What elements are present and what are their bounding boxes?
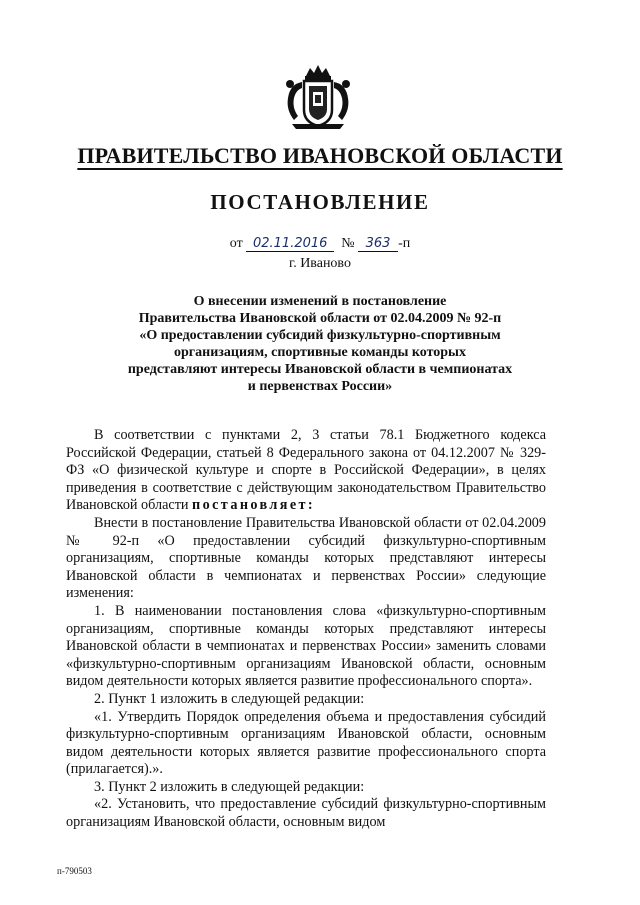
document-code: п-790503 (57, 866, 92, 876)
government-title: ПРАВИТЕЛЬСТВО ИВАНОВСКОЙ ОБЛАСТИ (77, 143, 563, 168)
number-sign: № (341, 236, 355, 251)
number-value: 363 (358, 236, 398, 252)
document-subject (90, 293, 550, 395)
decree-word: постановляет: (192, 497, 316, 514)
coat-of-arms-icon (268, 62, 368, 132)
body-paragraph (66, 427, 546, 515)
body-paragraph: 1. В наименовании постановления слова «физкультурно-спортивным организациям, спортивные команды которых представляют интересы Ивановской области в чемпионатах и первенствах России» заменить словами «физкультурно-спортивным организациям Ивановской области, основным видом деятельности которых является развитие профессионального спорта». (66, 602, 546, 690)
subject-line: и первенствах России» (247, 379, 393, 394)
document-type-title: ПОСТАНОВЛЕНИЕ (210, 190, 430, 214)
subject-line: организациям, спортивные команды которых (174, 345, 466, 360)
body-paragraph: 3. Пункт 2 изложить в следующей редакции: (94, 778, 365, 795)
body-paragraph: «1. Утвердить Порядок определения объема и предоставления субсидий физкультурно-спортивным организациям Ивановской области, основным видом деятельности которых является развитие профессионального спорта (прилагается).». (66, 708, 546, 778)
date-prefix: от (229, 236, 243, 251)
subject-line: представляют интересы Ивановской области в чемпионатах (127, 362, 513, 377)
body-paragraph-text: В соответствии с пунктами 2, 3 статьи 78.1 Бюджетного кодекса Российской Федерации, статьей 8 Федерального закона от 04.12.2007 № 329-ФЗ «О физической культуре и спорте в Российской Федерации», в целях приведения в соответствие с действующим законодательством Правительство Ивановской области (66, 427, 546, 514)
document-body (66, 427, 546, 832)
body-paragraph: 2. Пункт 1 изложить в следующей редакции: (94, 690, 365, 707)
date-number-line (60, 236, 580, 252)
date-value: 02.11.2016 (246, 236, 334, 252)
subject-line: Правительства Ивановской области от 02.04.2009 № 92-п (138, 311, 502, 326)
number-suffix: -п (398, 236, 411, 251)
body-paragraph: Внести в постановление Правительства Ивановской области от 02.04.2009 № 92-п «О предоставлении субсидий физкультурно-спортивным организациям, спортивные команды которых представляют интересы Ивановской области в чемпионатах и первенствах России» следующие изменения: (66, 514, 546, 602)
city: г. Иваново (289, 256, 351, 271)
body-paragraph: «2. Установить, что предоставление субсидий физкультурно-спортивным организациям Ивановской области, основным видом (66, 796, 546, 831)
subject-line: «О предоставлении субсидий физкультурно-спортивным (139, 328, 501, 343)
subject-line: О внесении изменений в постановление (193, 294, 447, 309)
